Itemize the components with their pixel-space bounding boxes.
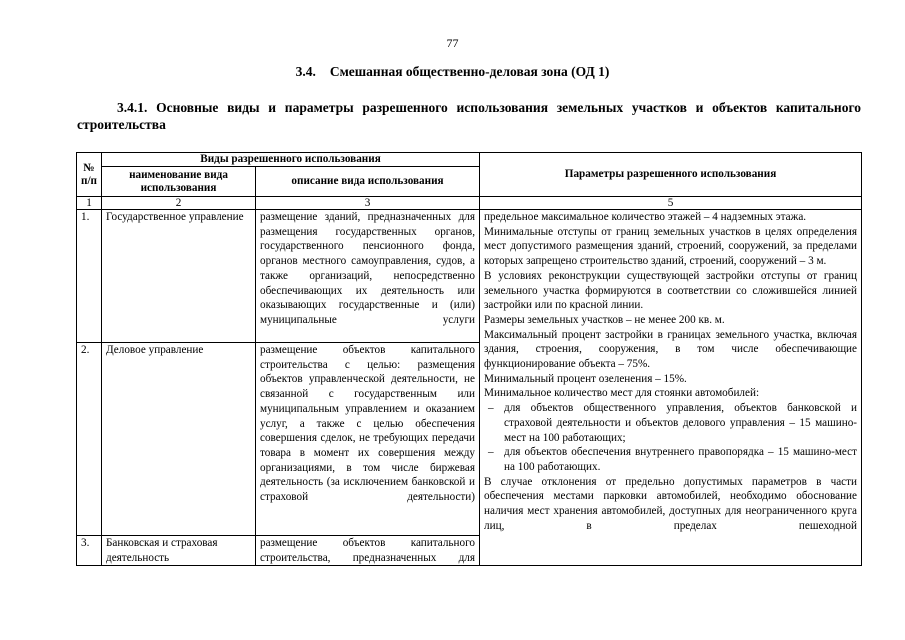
column-number: 5: [480, 197, 862, 210]
column-number: 1: [77, 197, 102, 210]
section-title: [0, 64, 905, 80]
list-item: – для объектов общественного управления, объектов банковской и страховой деятельности и объектов делового управления – 15 машино-мест на 100 работающих;: [484, 401, 857, 445]
table-row: [77, 210, 862, 343]
param-text: Минимальное количество мест для стоянки автомобилей:: [484, 387, 760, 400]
regulations-table: [76, 152, 862, 566]
row-number: 2.: [77, 343, 102, 536]
page-number: 77: [446, 36, 459, 50]
column-number: 2: [102, 197, 256, 210]
row-number: 1.: [77, 210, 102, 343]
header-num: № п/п: [77, 153, 102, 197]
header-description: описание вида использования: [256, 167, 480, 197]
param-text: В случае отклонения от предельно допустимых параметров в части обеспечения местами парковки автомобилей, необходимо обоснование наличия мест хранения автомобилей, доступных для неограниченного круга лиц, в пределах пешеходной: [484, 475, 858, 532]
param-text: Размеры земельных участков – не менее 200 кв. м.: [484, 313, 725, 326]
use-description: размещение объектов капитального строительства с целью: размещения объектов управленческой деятельности, не связанной с государственным или муниципальным управлением и оказанием услуг, а также с целью обеспечения совершения сделок, не требующих передачи товара в момент их совершения между организациями, в том числе биржевая деятельность (за исключением банковской и страховой деятельности): [256, 343, 480, 536]
param-text: Минимальный процент озеленения – 15%.: [484, 372, 687, 385]
param-text: В условиях реконструкции существующей застройки отступы от границ земельного участка формируются в соответствии со сложившейся линией застройки или по красной линии.: [484, 269, 858, 312]
param-text: Максимальный процент застройки в границах земельного участка, включая здания, строения, сооружения, в том числе обеспечивающие функционирование объекта – 75%.: [484, 328, 858, 371]
header-types-group: Виды разрешенного использования: [102, 153, 480, 167]
header-name: наименование вида использования: [102, 167, 256, 197]
use-name: Государственное управление: [102, 210, 256, 343]
header-row-1: [77, 153, 862, 167]
section-number: 3.4.: [295, 64, 316, 79]
row-number: 3.: [77, 536, 102, 566]
section-title-text: Смешанная общественно-деловая зона (ОД 1): [329, 64, 610, 79]
param-text: предельное максимальное количество этажей – 4 надземных этажа.: [484, 211, 807, 223]
params-cell: [480, 210, 862, 566]
use-description: размещение объектов капитального строительства, предназначенных для: [256, 536, 480, 566]
parking-list: [484, 401, 857, 475]
use-description: размещение зданий, предназначенных для размещения государственных органов, государственного пенсионного фонда, органов местного самоуправления, судов, а также организаций, непосредственно обеспечивающих их деятельность или оказывающих государственные и (или) муниципальные услуги: [256, 210, 480, 343]
use-name: Банковская и страховая деятельность: [102, 536, 256, 566]
column-number: 3: [256, 197, 480, 210]
header-params: Параметры разрешенного использования: [480, 153, 862, 197]
use-name: Деловое управление: [102, 343, 256, 536]
column-number-row: [77, 197, 862, 210]
subsection-title: 3.4.1. Основные виды и параметры разрешенного использования земельных участков и объектов капитального строительства: [77, 100, 861, 132]
list-item: – для объектов обеспечения внутреннего правопорядка – 15 машино-мест на 100 работающих.: [484, 445, 857, 474]
param-text: Минимальные отступы от границ земельных участков в целях определения мест допустимого размещения зданий, строений, сооружений, за пределами которых запрещено строительство зданий, строений, сооружений – 3 м.: [484, 225, 858, 268]
